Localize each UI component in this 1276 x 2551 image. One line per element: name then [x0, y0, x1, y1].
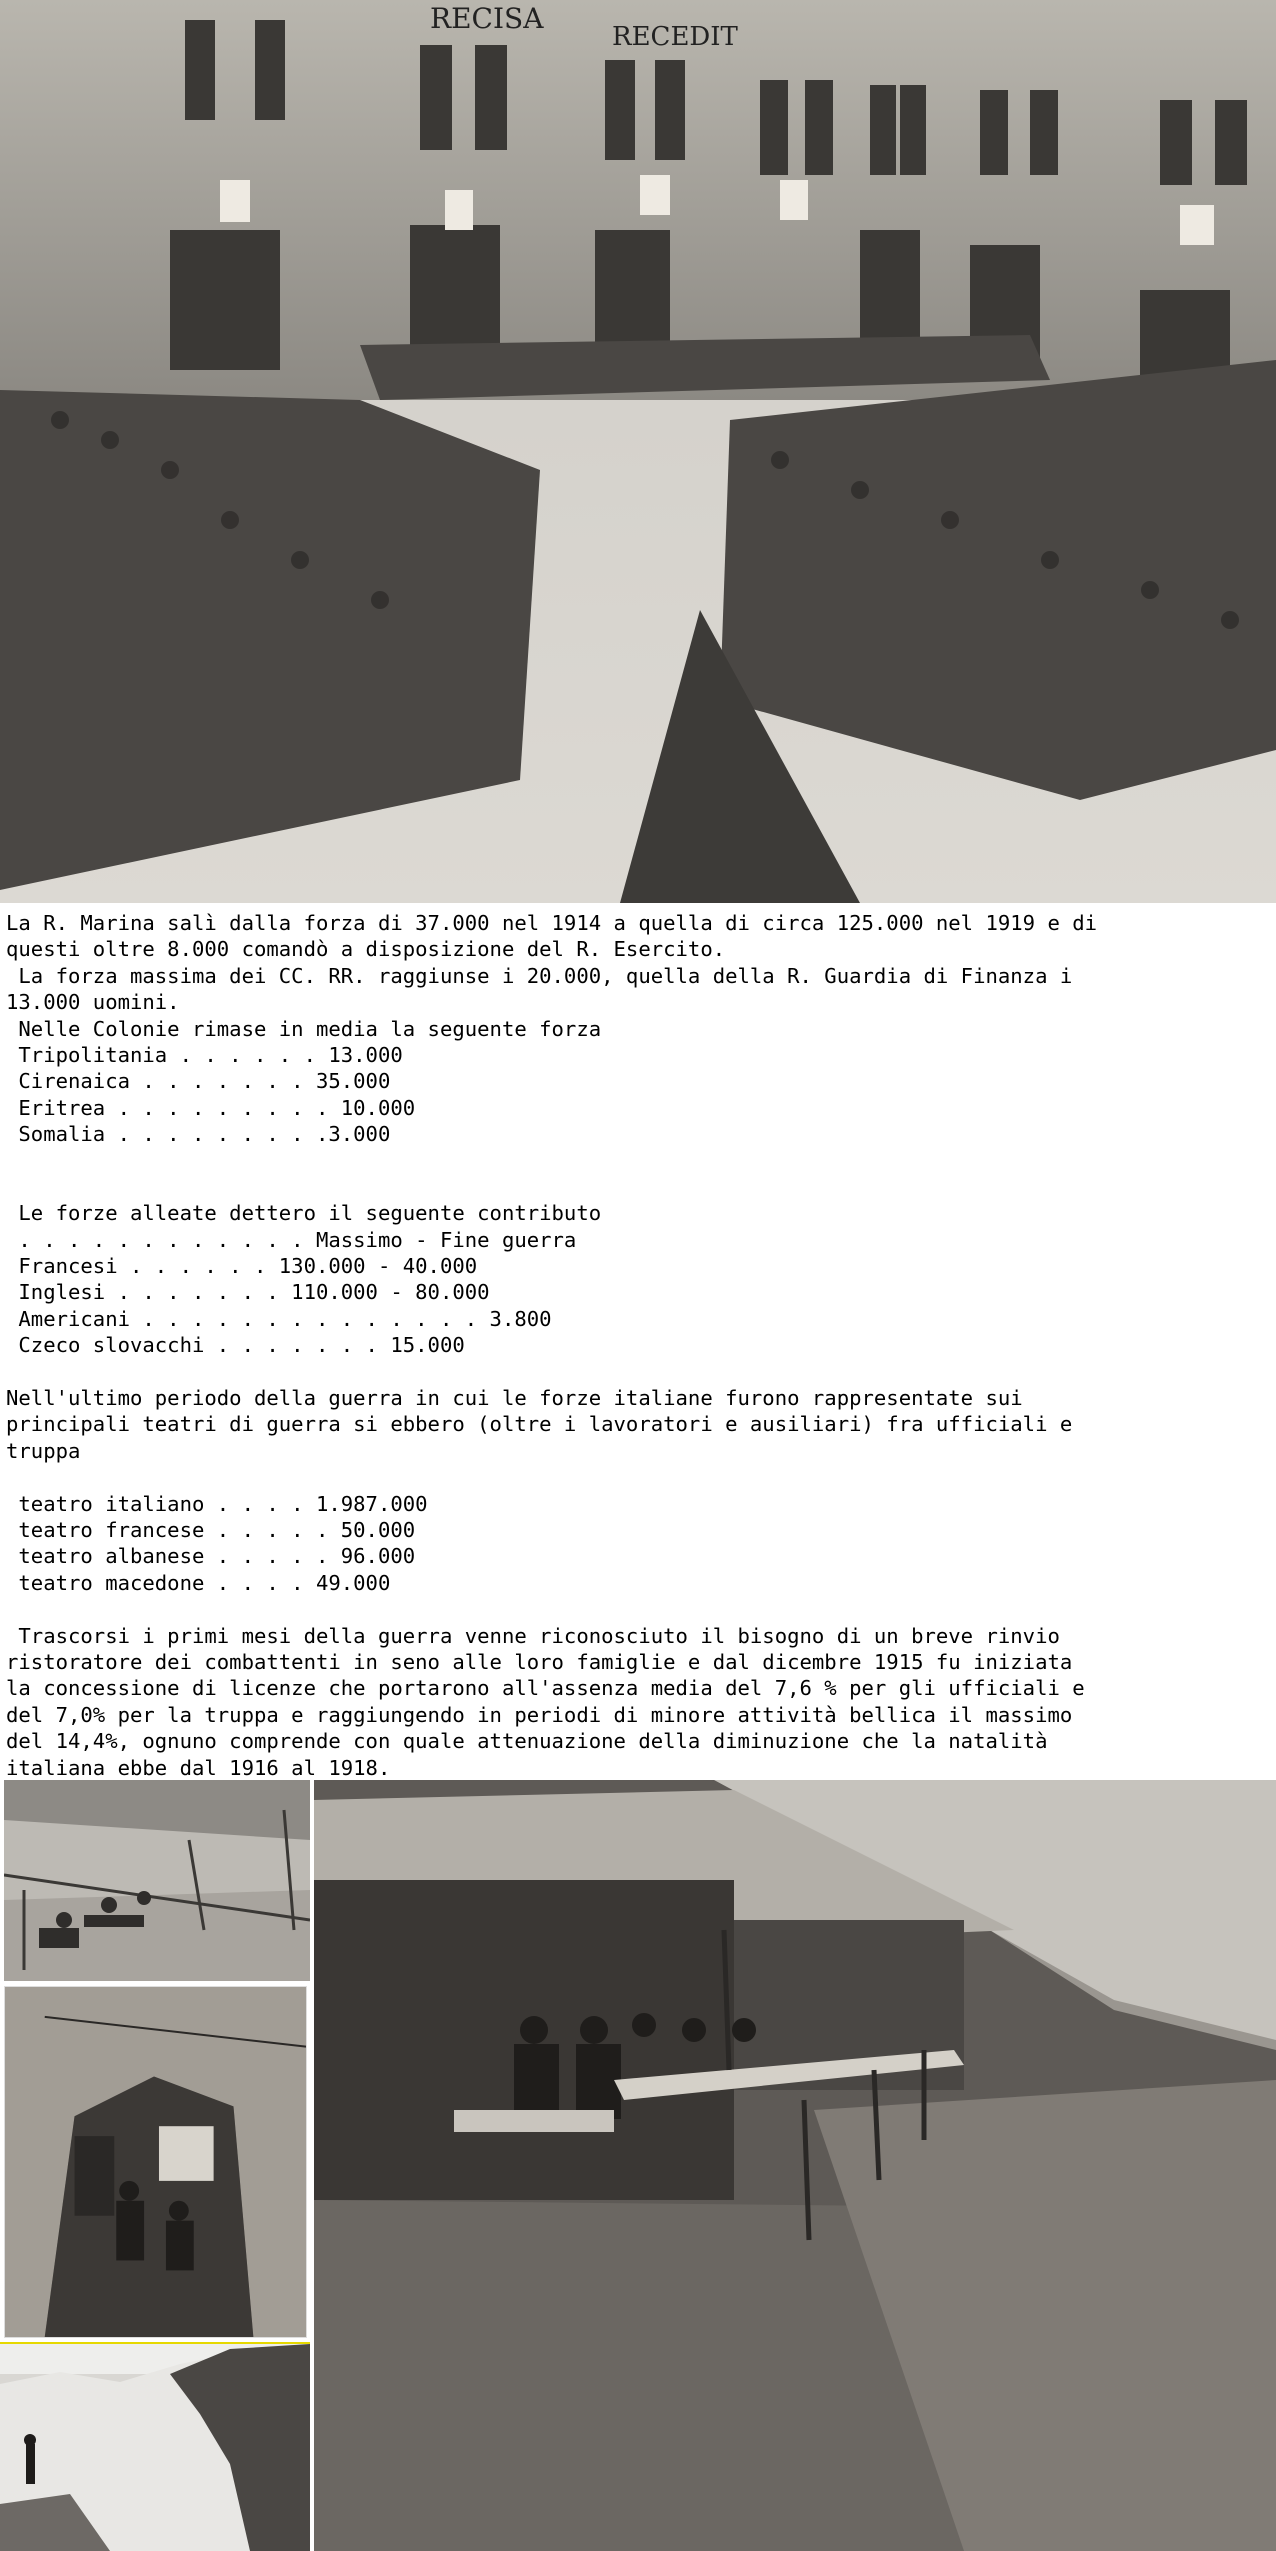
- text-line: 13.000 uomini.: [6, 990, 180, 1015]
- text-line: truppa: [6, 1438, 81, 1463]
- theatre-row: teatro francese . . . . . 50.000: [6, 1517, 416, 1542]
- theatre-row: teatro macedone . . . . 49.000: [6, 1570, 391, 1595]
- theatre-row: teatro albanese . . . . . 96.000: [6, 1544, 416, 1569]
- text-line: Nell'ultimo periodo della guerra in cui le forze italiane furono rappresentate sui: [6, 1386, 1023, 1411]
- text-line: ristoratore dei combattenti in seno alle loro famiglie e dal dicembre 1915 fu iniziata: [6, 1649, 1073, 1674]
- ceremony-photo: [0, 0, 1276, 903]
- text-line: la concessione di licenze che portarono all'assenza media del 7,6 % per gli ufficiali e: [6, 1676, 1085, 1701]
- text-line: La R. Marina salì dalla forza di 37.000 nel 1914 a quella di circa 125.000 nel 1919 e di: [6, 911, 1098, 935]
- machine-gun-post-photo: [4, 1780, 310, 1981]
- allies-intro: Le forze alleate dettero il seguente contributo: [6, 1201, 602, 1226]
- theatre-row: teatro italiano . . . . 1.987.000: [6, 1491, 428, 1516]
- allies-row: Czeco slovacchi . . . . . . . 15.000: [6, 1333, 465, 1358]
- colonies-row: Cirenaica . . . . . . . 35.000: [6, 1069, 391, 1094]
- allies-row: Francesi . . . . . . 130.000 - 40.000: [6, 1254, 478, 1279]
- colonies-row: Somalia . . . . . . . . .3.000: [6, 1122, 391, 1147]
- cave-post-photo: [4, 1986, 307, 2338]
- sign-recisa: RECISA: [430, 2, 544, 35]
- allies-row: Americani . . . . . . . . . . . . . . 3.800: [6, 1306, 552, 1331]
- text-line: principali teatri di guerra si ebbero (oltre i lavoratori e ausiliari) fra ufficiali e: [6, 1412, 1073, 1437]
- text-line: del 14,4%, ognuno comprende con quale attenuazione della diminuzione che la natalità: [6, 1729, 1048, 1754]
- text-line: italiana ebbe dal 1916 al 1918.: [6, 1755, 391, 1780]
- sea-of-clouds-photo: [0, 2342, 310, 2551]
- colonies-intro: Nelle Colonie rimase in media la seguente forza: [6, 1016, 602, 1041]
- colonies-row: Tripolitania . . . . . . 13.000: [6, 1042, 403, 1067]
- document-text: [6, 910, 1270, 1781]
- mountain-hut-photo: [314, 1780, 1276, 2551]
- allies-row: Inglesi . . . . . . . 110.000 - 80.000: [6, 1280, 490, 1305]
- text-line: questi oltre 8.000 comandò a disposizione del R. Esercito.: [6, 937, 726, 962]
- text-line: del 7,0% per la truppa e raggiungendo in periodi di minore attività bellica il massimo: [6, 1702, 1073, 1727]
- text-line: Trascorsi i primi mesi della guerra venne riconosciuto il bisogno di un breve rinvio: [6, 1623, 1060, 1648]
- colonies-row: Eritrea . . . . . . . . . 10.000: [6, 1095, 416, 1120]
- sign-recedit: RECEDIT: [612, 22, 738, 52]
- allies-header: . . . . . . . . . . . . Massimo - Fine guerra: [6, 1227, 577, 1252]
- text-line: La forza massima dei CC. RR. raggiunse i 20.000, quella della R. Guardia di Finanza i: [6, 963, 1073, 988]
